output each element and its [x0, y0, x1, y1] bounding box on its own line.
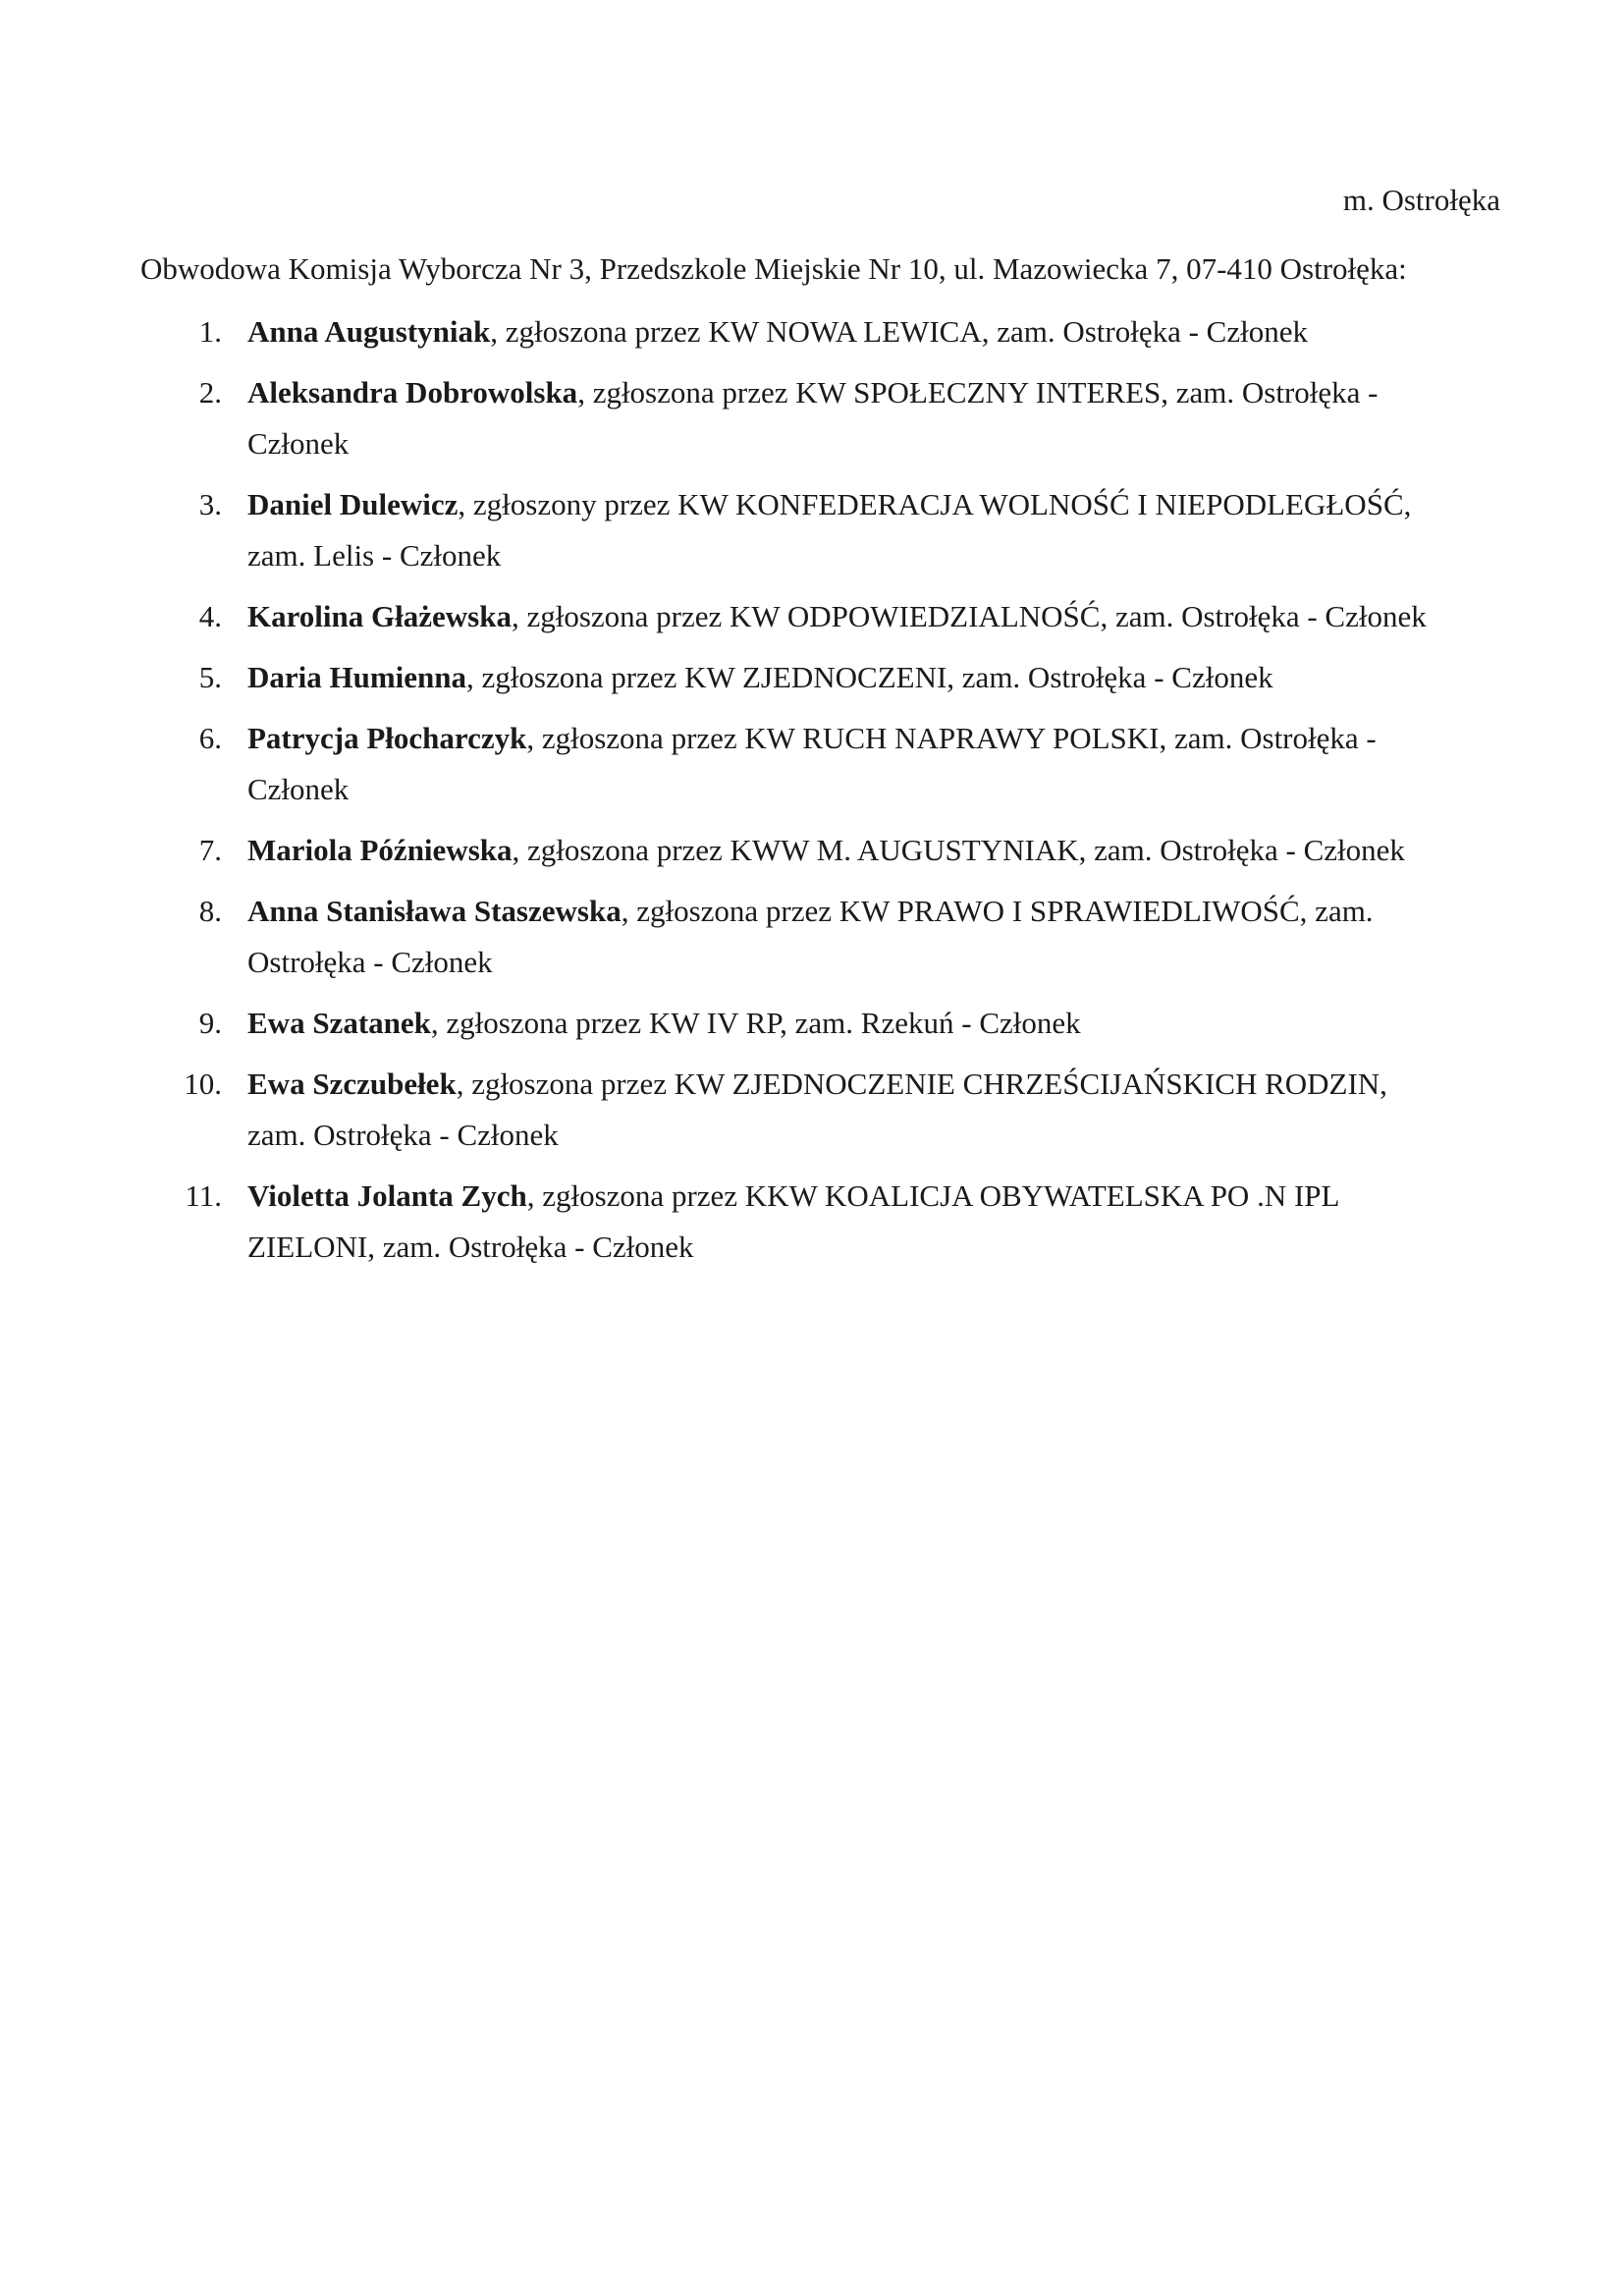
list-item	[0, 479, 1441, 581]
member-details: , zgłoszona przez KW NOWA LEWICA, zam. Ostrołęka - Członek	[490, 314, 1308, 349]
city-heading: m. Ostrołęka	[1342, 183, 1500, 217]
members-list	[0, 306, 1623, 1283]
member-details: , zgłoszona przez KW PRAWO I SPRAWIEDLIWOŚĆ, zam. Ostrołęka - Członek	[247, 894, 1374, 979]
item-number: 5.	[198, 660, 222, 694]
commission-heading: Obwodowa Komisja Wyborcza Nr 3, Przedszkole Miejskie Nr 10, ul. Mazowiecka 7, 07-410 Ostrołęka:	[140, 251, 1407, 286]
member-details: , zgłoszona przez KW RUCH NAPRAWY POLSKI, zam. Ostrołęka - Członek	[247, 721, 1377, 806]
item-number: 10.	[184, 1066, 222, 1101]
member-details: , zgłoszona przez KW ZJEDNOCZENIE CHRZEŚCIJAŃSKICH RODZIN, zam. Ostrołęka - Członek	[247, 1066, 1387, 1152]
item-number: 7.	[198, 833, 222, 867]
member-details: , zgłoszona przez KW ZJEDNOCZENI, zam. Ostrołęka - Członek	[466, 660, 1273, 694]
member-name: Ewa Szczubełek	[247, 1066, 457, 1101]
member-details: , zgłoszona przez KW ODPOWIEDZIALNOŚĆ, zam. Ostrołęka - Członek	[511, 599, 1427, 633]
list-item	[0, 825, 1441, 876]
member-name: Karolina Głażewska	[247, 599, 512, 633]
item-number: 9.	[198, 1006, 222, 1040]
member-details: , zgłoszona przez KWW M. AUGUSTYNIAK, zam. Ostrołęka - Członek	[512, 833, 1405, 867]
member-name: Daria Humienna	[247, 660, 467, 694]
list-item	[0, 998, 1441, 1049]
member-name: Violetta Jolanta Zych	[247, 1178, 527, 1213]
item-number: 11.	[185, 1178, 222, 1213]
member-name: Anna Augustyniak	[247, 314, 491, 349]
item-number: 1.	[198, 314, 222, 349]
item-number: 8.	[198, 894, 222, 928]
list-item	[0, 713, 1441, 815]
member-name: Ewa Szatanek	[247, 1006, 431, 1040]
list-item	[0, 652, 1441, 703]
member-name: Aleksandra Dobrowolska	[247, 375, 578, 410]
member-name: Mariola Późniewska	[247, 833, 513, 867]
list-item	[0, 1171, 1441, 1273]
member-name: Patrycja Płocharczyk	[247, 721, 527, 755]
member-name: Anna Stanisława Staszewska	[247, 894, 622, 928]
list-item	[0, 591, 1441, 642]
item-number: 3.	[198, 487, 222, 521]
member-details: , zgłoszona przez KKW KOALICJA OBYWATELSKA PO .N IPL ZIELONI, zam. Ostrołęka - Członek	[247, 1178, 1339, 1264]
member-details: , zgłoszona przez KW SPOŁECZNY INTERES, zam. Ostrołęka - Członek	[247, 375, 1379, 461]
item-number: 2.	[198, 375, 222, 410]
item-number: 6.	[198, 721, 222, 755]
item-number: 4.	[198, 599, 222, 633]
list-item	[0, 1059, 1441, 1161]
list-item	[0, 886, 1441, 988]
list-item	[0, 367, 1441, 469]
list-item	[0, 306, 1441, 357]
member-details: , zgłoszona przez KW IV RP, zam. Rzekuń - Członek	[430, 1006, 1081, 1040]
member-details: , zgłoszony przez KW KONFEDERACJA WOLNOŚĆ I NIEPODLEGŁOŚĆ, zam. Lelis - Członek	[247, 487, 1412, 573]
member-name: Daniel Dulewicz	[247, 487, 459, 521]
